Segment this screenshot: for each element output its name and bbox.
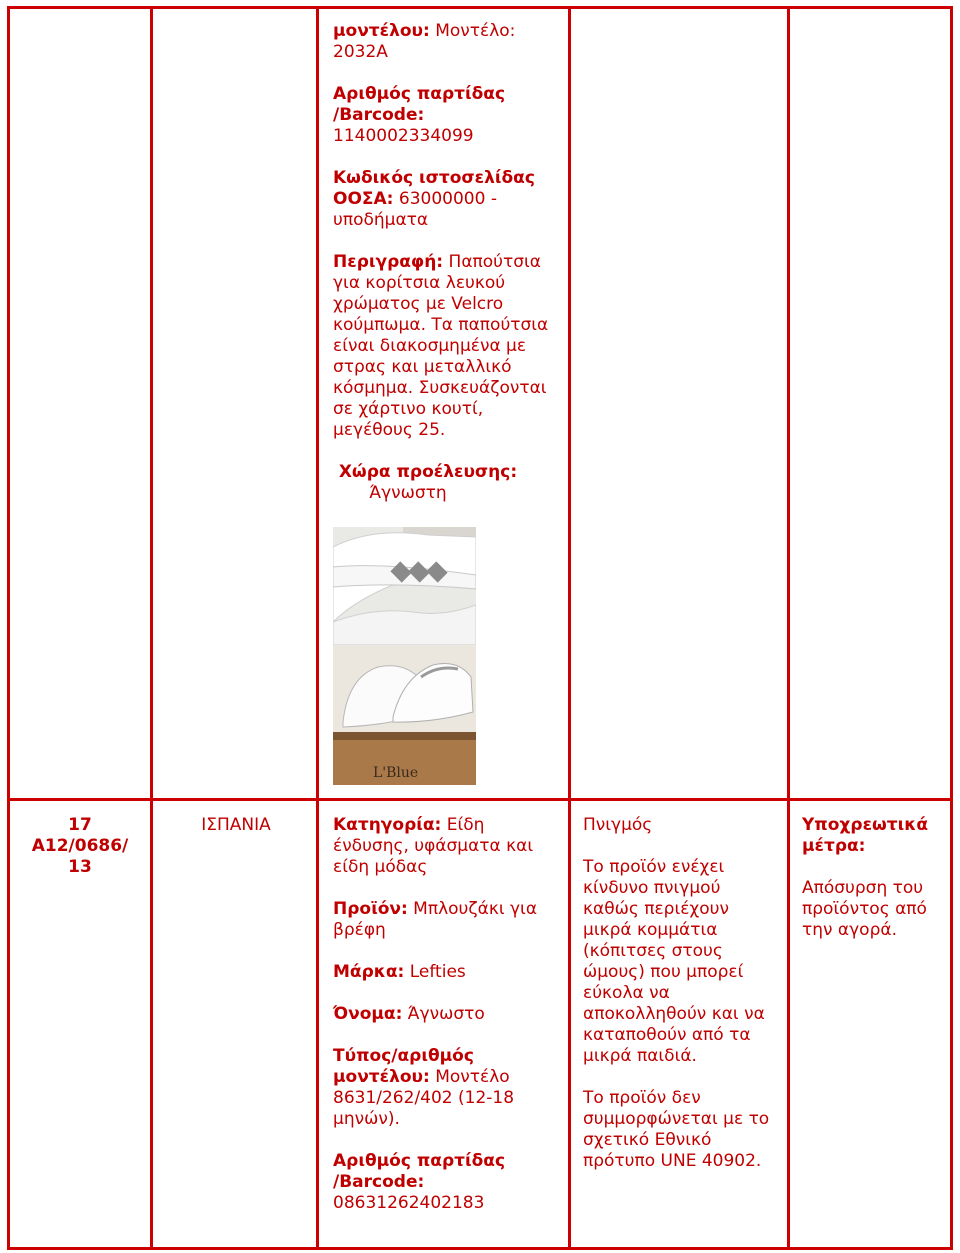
row-divider xyxy=(7,798,953,801)
batch-label-2: /Barcode: xyxy=(333,105,425,125)
rhinestone-ornament xyxy=(390,561,447,582)
col-border xyxy=(7,6,10,1250)
col-border xyxy=(950,6,953,1250)
model-field xyxy=(333,21,565,63)
type-field xyxy=(333,1046,523,1130)
row1-details xyxy=(333,21,565,504)
table-bottom-border xyxy=(7,1247,953,1250)
row2-risk xyxy=(583,815,778,1172)
row2-measures xyxy=(802,815,950,941)
description-field xyxy=(333,252,565,441)
brand-field xyxy=(333,962,558,983)
notification-code: A12/0686/ 13 xyxy=(31,836,129,877)
model-label: μοντέλου: xyxy=(333,21,430,41)
type-value: Μοντέλο 8631/262/402 (12-18 μηνών). xyxy=(333,1067,515,1129)
measures-label: Υποχρεωτικά μέτρα: xyxy=(802,815,929,856)
col-border xyxy=(316,6,319,1250)
col-border xyxy=(568,6,571,1250)
row2-details xyxy=(333,815,558,1214)
product-photo xyxy=(333,527,476,785)
description-value: Παπούτσια για κορίτσια λευκού χρώματος με Velcro κούμπωμα. Τα παπούτσια είναι διακοσμημένα με στρας και μεταλλικό κόσμημα. Συσκευάζονται σε χάρτινο κουτί, μεγέθους 25. xyxy=(333,252,549,440)
product-label: Προϊόν: xyxy=(333,899,408,919)
risk-description: Το προϊόν ενέχει κίνδυνο πνιγμού καθώς περιέχουν μικρά κομμάτια (κόπιτσες στους ώμους) που μπορεί εύκολα να αποκολληθούν και να καταποθούν από τα μικρά παιδιά. xyxy=(583,857,765,1066)
product-value: Μπλουζάκι για βρέφη xyxy=(333,899,538,940)
category-value: Είδη ένδυσης, υφάσματα και είδη μόδας xyxy=(333,815,534,877)
row2-country xyxy=(153,815,319,836)
oosa-label-1: Κωδικός ιστοσελίδας xyxy=(333,168,535,188)
origin-label: Χώρα προέλευσης: xyxy=(338,462,518,482)
col-border xyxy=(787,6,790,1250)
description-label: Περιγραφή: xyxy=(333,252,444,272)
oosa-label-2: ΟΟΣΑ: xyxy=(333,189,394,209)
name-label: Όνομα: xyxy=(333,1004,403,1024)
oosa-field xyxy=(333,189,565,231)
brand-label: Μάρκα: xyxy=(333,962,405,982)
brand-value: Lefties xyxy=(409,962,466,982)
type-label: Τύπος/αριθμός μοντέλου: xyxy=(333,1046,474,1087)
batch-value: 1140002334099 xyxy=(333,126,474,146)
batch-value: 08631262402183 xyxy=(333,1193,485,1213)
table-top-border xyxy=(7,6,953,9)
measures-value: Απόσυρση του προϊόντος από την αγορά. xyxy=(802,878,927,940)
product-field xyxy=(333,899,558,941)
category-label: Κατηγορία: xyxy=(333,815,442,835)
name-field xyxy=(333,1004,558,1025)
model-value: Μοντέλο: 2032A xyxy=(333,21,516,62)
country: ΙΣΠΑΝΙΑ xyxy=(201,815,271,835)
notification-number: 17 xyxy=(68,815,92,835)
box-brand-text: L'Blue xyxy=(373,765,419,781)
batch-label: Αριθμός παρτίδας /Barcode: xyxy=(333,1151,506,1192)
row2-number-code xyxy=(10,815,150,878)
col-border xyxy=(150,6,153,1250)
batch-label-1: Αριθμός παρτίδας xyxy=(333,84,506,104)
oosa-value: 63000000 - υποδήματα xyxy=(333,189,497,230)
origin-value: Άγνωστη xyxy=(369,483,447,503)
risk-compliance: Το προϊόν δεν συμμορφώνεται με το σχετικό Εθνικό πρότυπο UNE 40902. xyxy=(583,1088,770,1171)
category-field xyxy=(333,815,558,878)
risk-title: Πνιγμός xyxy=(583,815,653,835)
name-value: Άγνωστο xyxy=(407,1004,485,1024)
